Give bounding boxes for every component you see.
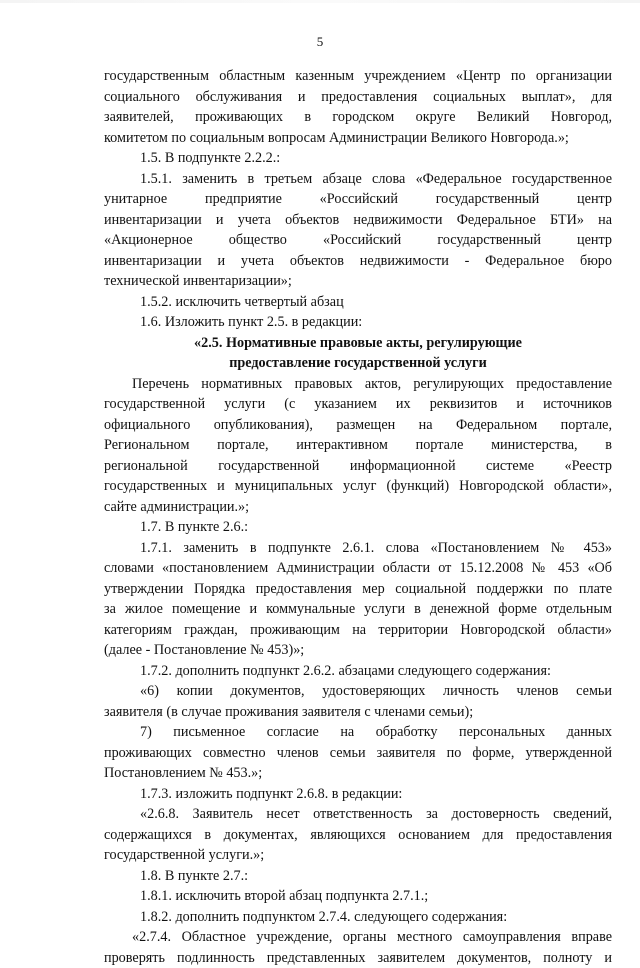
text-line: 1.7.3. изложить подпункт 2.6.8. в редакции: [104, 784, 612, 805]
text-line: государственной услуги.»; [104, 845, 612, 866]
text-line: «6) копии документов, удостоверяющих личность членов семьи [104, 681, 612, 702]
text-line: государственным областным казенным учреждением «Центр по организации [104, 66, 612, 87]
text-line: 1.5.1. заменить в третьем абзаце слова «Федеральное государственное [104, 169, 612, 190]
text-line: словами «постановлением Администрации области от 15.12.2008 № 453 «Об [104, 558, 612, 579]
text-line: категориям граждан, проживающим на территории Новгородской области» [104, 620, 612, 641]
text-line: 1.7.1. заменить в подпункте 2.6.1. слова «Постановлением № 453» [104, 538, 612, 559]
text-line: комитетом по социальным вопросам Администрации Великого Новгорода.»; [104, 128, 612, 149]
scan-edge [0, 0, 640, 3]
text-line: официального опубликования), размещен на Федеральном портале, [104, 415, 612, 436]
text-line: 1.8.2. дополнить подпунктом 2.7.4. следующего содержания: [104, 907, 612, 928]
text-line: 1.5. В подпункте 2.2.2.: [104, 148, 612, 169]
text-line: 1.8. В пункте 2.7.: [104, 866, 612, 887]
text-line: инвентаризации и учета объектов недвижимости Федеральное БТИ» на [104, 210, 612, 231]
text-line: Постановлением № 453.»; [104, 763, 612, 784]
text-line: «Акционерное общество «Российский государственный центр [104, 230, 612, 251]
text-line: Региональном портале, интерактивном портале министерства, в [104, 435, 612, 456]
text-line: (далее - Постановление № 453)»; [104, 640, 612, 661]
text-line: проживающих совместно членов семьи заявителя по форме, утвержденной [104, 743, 612, 764]
document-body [104, 66, 612, 968]
text-line: Перечень нормативных правовых актов, регулирующих предоставление [104, 374, 612, 395]
text-line: государственных и муниципальных услуг (функций) Новгородской области», [104, 476, 612, 497]
text-line: утверждении Порядка предоставления мер социальной поддержки по плате [104, 579, 612, 600]
text-line: заявителя (в случае проживания заявителя с членами семьи); [104, 702, 612, 723]
section-heading-line: «2.5. Нормативные правовые акты, регулирующие [104, 333, 612, 354]
text-line: технической инвентаризации»; [104, 271, 612, 292]
text-line: проверять подлинность представленных заявителем документов, полноту и [104, 948, 612, 968]
page-number: 5 [0, 34, 640, 50]
text-line: унитарное предприятие «Российский государственный центр [104, 189, 612, 210]
text-line: 1.7. В пункте 2.6.: [104, 517, 612, 538]
text-line: содержащихся в документах, являющихся основанием для предоставления [104, 825, 612, 846]
text-line: сайте администрации.»; [104, 497, 612, 518]
text-line: государственной услуги (с указанием их реквизитов и источников [104, 394, 612, 415]
section-heading-line: предоставление государственной услуги [104, 353, 612, 374]
text-line: «2.6.8. Заявитель несет ответственность за достоверность сведений, [104, 804, 612, 825]
text-line: инвентаризации и учета объектов недвижимости - Федеральное бюро [104, 251, 612, 272]
text-line: социального обслуживания и предоставления социальных выплат», для [104, 87, 612, 108]
text-line: 7) письменное согласие на обработку персональных данных [104, 722, 612, 743]
text-line: региональной государственной информационной системе «Реестр [104, 456, 612, 477]
text-line: 1.6. Изложить пункт 2.5. в редакции: [104, 312, 612, 333]
text-line: «2.7.4. Областное учреждение, органы местного самоуправления вправе [104, 927, 612, 948]
text-line: 1.8.1. исключить второй абзац подпункта 2.7.1.; [104, 886, 612, 907]
text-line: заявителей, проживающих в городском округе Великий Новгород, [104, 107, 612, 128]
text-line: 1.7.2. дополнить подпункт 2.6.2. абзацами следующего содержания: [104, 661, 612, 682]
text-line: за жилое помещение и коммунальные услуги в денежной форме отдельным [104, 599, 612, 620]
text-line: 1.5.2. исключить четвертый абзац [104, 292, 612, 313]
